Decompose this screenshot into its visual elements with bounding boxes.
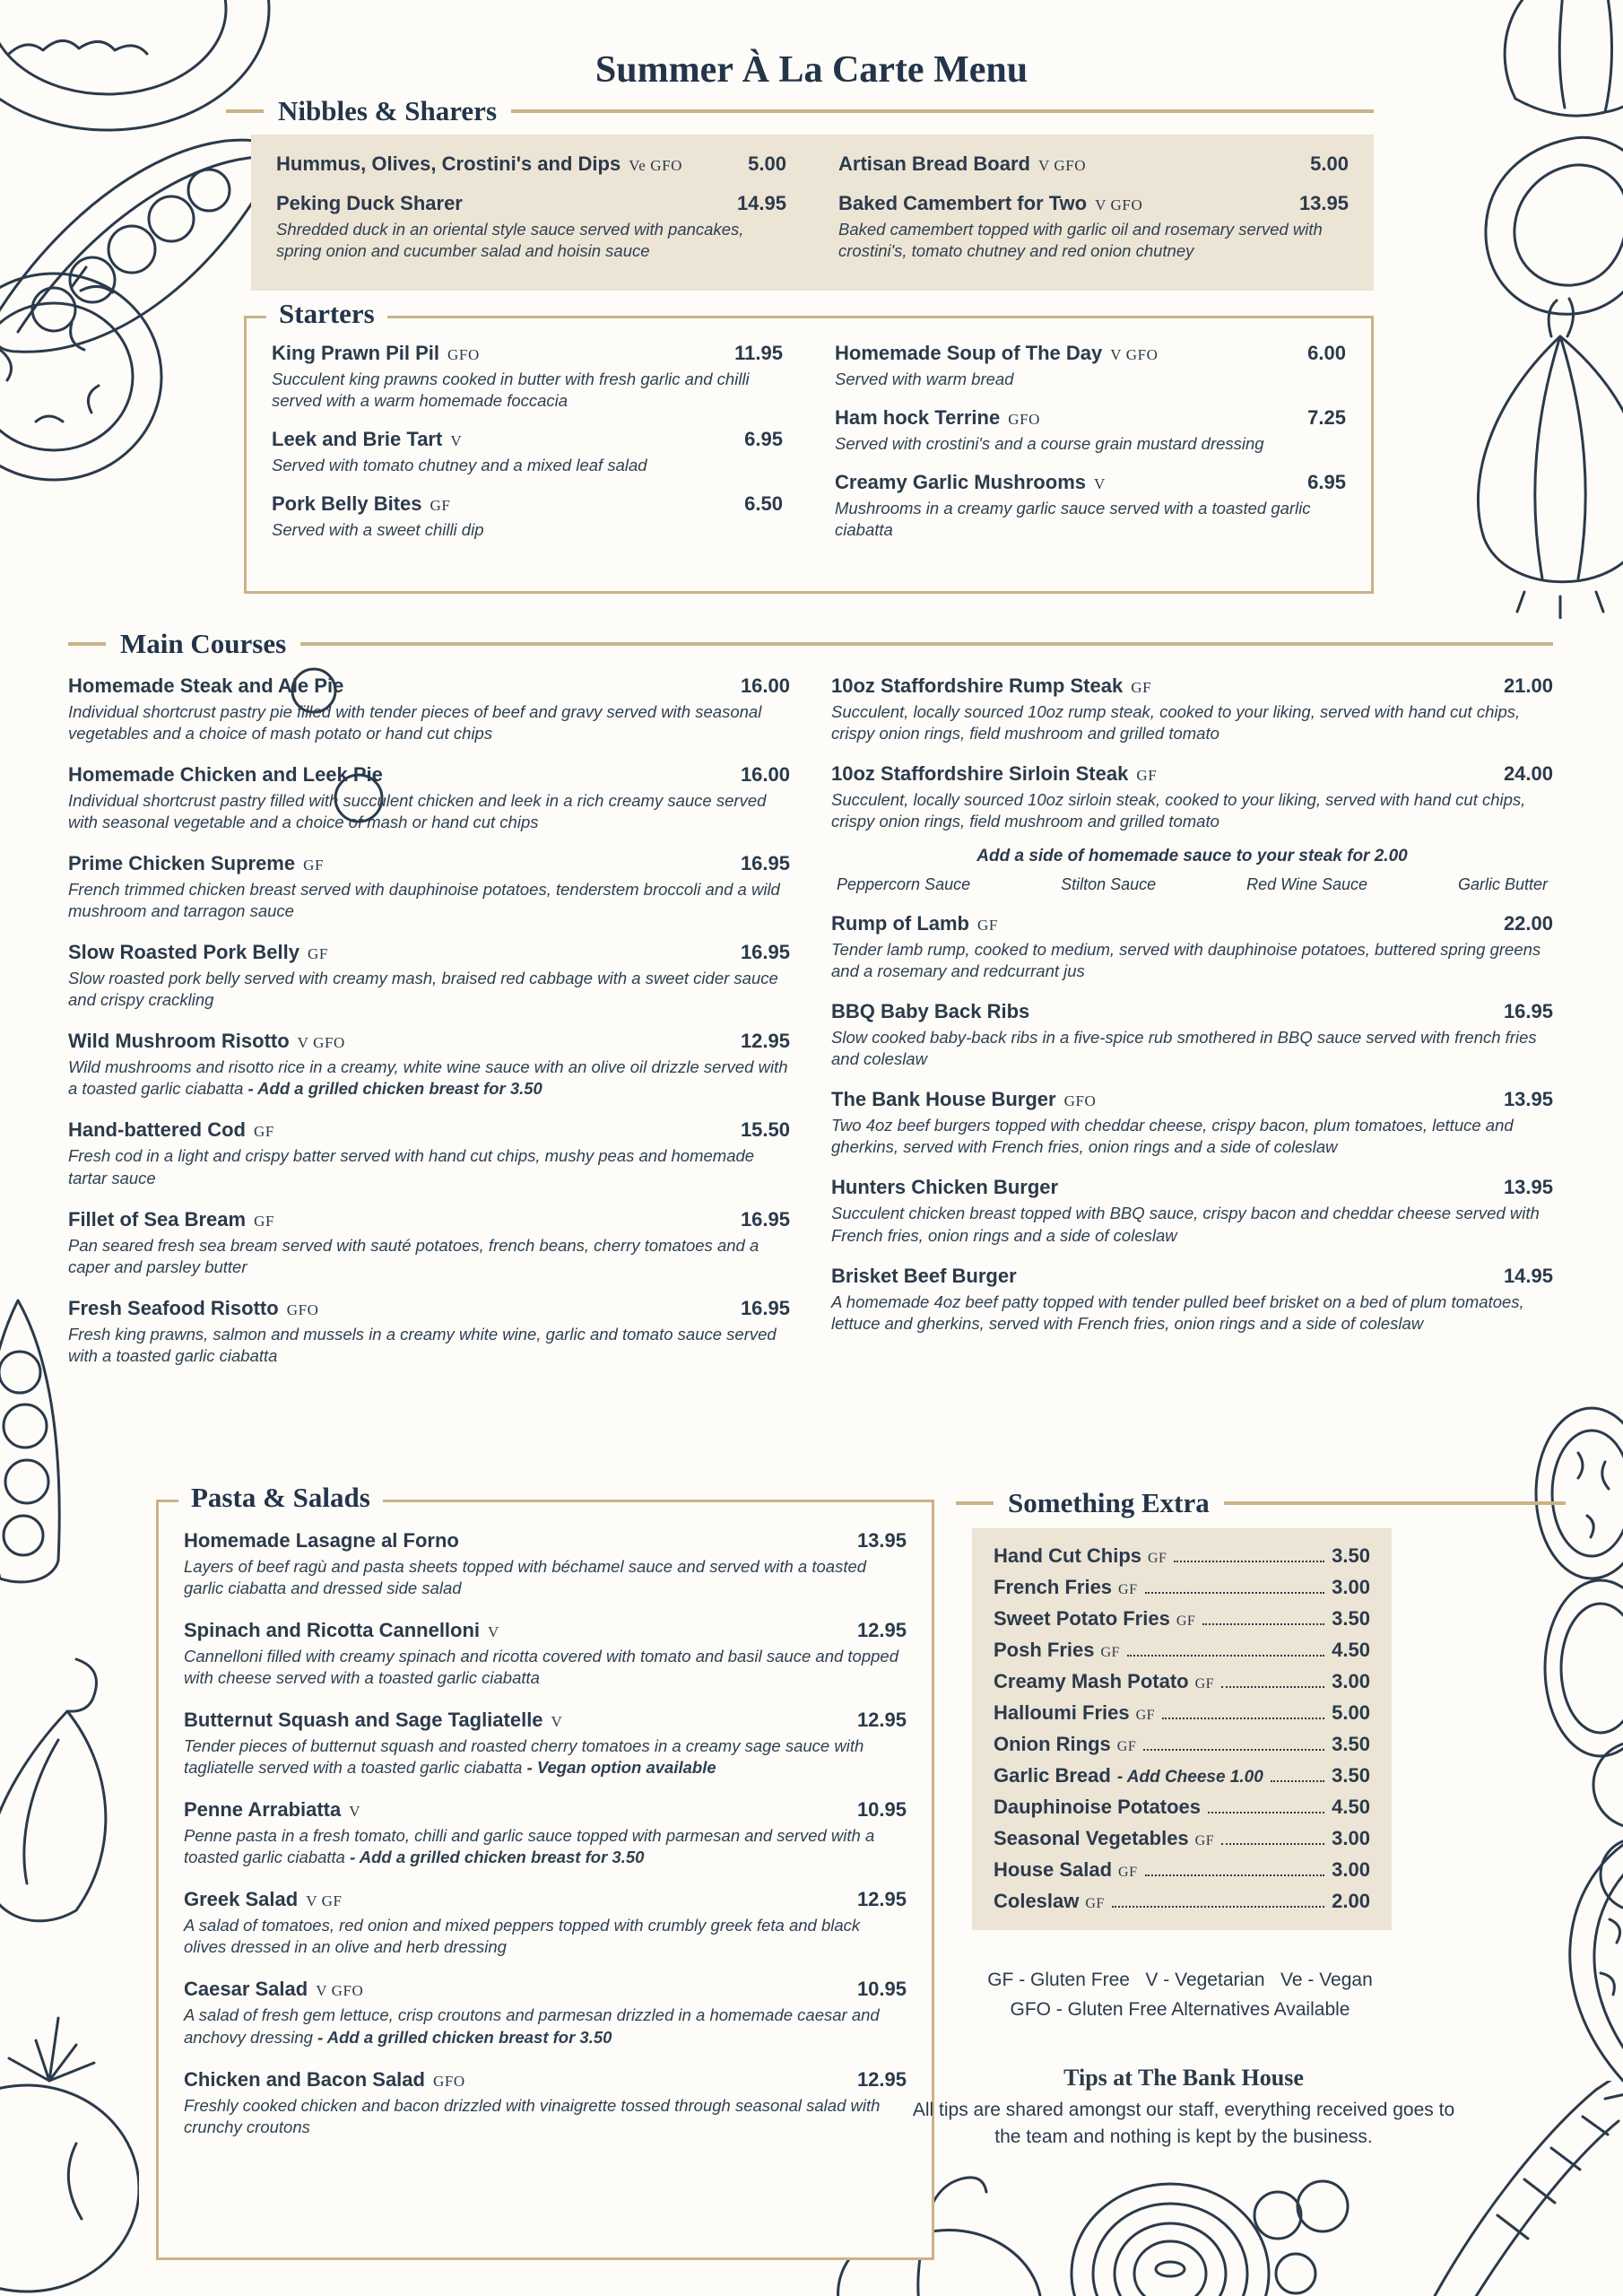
menu-item [184,1888,907,1958]
tips-text: All tips are shared amongst our staff, everything received goes to the team and nothing is kept by the business. [912,2100,1455,2148]
mains-left-column [68,674,790,1383]
dish-description: A salad of tomatoes, red onion and mixed peppers topped with crumbly greek feta and black olives dressed in an olive and herb dressing [184,1916,861,1957]
dietary-badge: V [551,1713,563,1731]
dish-price: 12.95 [856,2067,907,2091]
menu-item [835,406,1346,455]
menu-item [831,1088,1553,1158]
dish-name: Peking Duck Sharer [276,192,463,214]
dish-description: Wild mushrooms and risotto rice in a creamy, white wine sauce with an olive oil drizzle served with a toasted garlic ciabatta - Add a grilled chicken breast for 3.50 [68,1057,788,1099]
extra-name: Creamy Mash Potato [994,1670,1189,1692]
dish-price: 13.95 [1503,1088,1553,1111]
dish-description: Slow cooked baby-back ribs in a five-spice rub smothered in BBQ sauce served with french fries and coleslaw [831,1028,1537,1069]
dietary-badge: V [488,1623,499,1641]
menu-item [831,1265,1553,1335]
menu-item [68,674,790,744]
menu-item [184,1529,907,1599]
heading-dash [956,1501,994,1505]
dish-description: Served with tomato chutney and a mixed leaf salad [272,456,647,475]
extra-item [994,1576,1370,1599]
extra-name: House Salad [994,1858,1113,1881]
extra-price: 3.00 [1332,1670,1370,1692]
dietary-badge: GF [303,857,325,874]
extra-price: 3.50 [1332,1764,1370,1787]
dietary-badge: V GFO [1095,196,1143,213]
dish-description: Succulent, locally sourced 10oz sirloin steak, cooked to your liking, served with hand cut chips, crispy onion rings, field mushroom and grilled tomato [831,790,1526,831]
starters-right-column [835,342,1346,573]
dish-price: 6.00 [1307,342,1346,364]
dietary-badge: V GFO [1037,157,1087,174]
dish-name: 10oz Staffordshire Sirloin Steak [831,762,1129,786]
menu-item [838,192,1349,262]
dish-price: 16.95 [740,852,790,875]
dotted-leader [1221,1686,1324,1688]
dietary-badge: GFO [432,2072,465,2090]
dish-name: Hummus, Olives, Crostini's and Dips [276,152,621,175]
extra-name: Dauphinoise Potatoes [994,1796,1202,1818]
dietary-badge: GF [1085,1896,1105,1911]
menu-item [835,471,1346,541]
dietary-badge: GF [430,497,451,515]
dietary-badge: V [349,1803,361,1821]
legend-line-2: GFO - Gluten Free Alternatives Available [1010,1998,1350,2020]
extra-name: Garlic Bread [994,1764,1111,1787]
heading-rule [511,109,1374,113]
cucumber-slices-right-illustration [1515,1399,1623,1776]
tomato-cross-section-left-illustration [0,260,197,493]
extra-item [994,1544,1370,1568]
dish-description: Freshly cooked chicken and bacon drizzled with vinaigrette tossed through seasonal salad with crunchy croutons [184,2095,881,2136]
dietary-badge: GF [1118,1582,1138,1597]
steak-sauce-options [837,875,1548,894]
dish-name: Wild Mushroom Risotto [68,1030,290,1053]
extra-name: Onion Rings [994,1733,1111,1755]
dish-description: Individual shortcrust pastry filled with succulent chicken and leek in a rich creamy sauce served with seasonal vegetable and a choice of mash or hand cut chips [68,791,767,832]
extra-price: 3.00 [1332,1858,1370,1881]
nibbles-left-column [276,152,786,278]
menu-item [68,1030,790,1100]
extras-heading-label: Something Extra [1008,1487,1210,1518]
dish-price: 21.00 [1503,674,1553,697]
dietary-badge: GF [977,917,998,935]
steak-sauce-note-text: Add a side of homemade sauce to your steak for 2.00 [976,847,1408,866]
dish-description: French trimmed chicken breast served with dauphinoise potatoes, tenderstem broccoli and a wild mushroom and tarragon sauce [68,880,780,921]
dish-name: Fresh Seafood Risotto [68,1296,279,1319]
mains-grid [68,674,1553,1383]
dish-name: Artisan Bread Board [838,152,1030,175]
heading-rule [300,642,1553,646]
dish-name: Baked Camembert for Two [838,192,1088,214]
dish-description: Fresh cod in a light and crispy batter served with hand cut chips, mushy peas and homemade tartar sauce [68,1146,755,1187]
dish-description: Mushrooms in a creamy garlic sauce served with a toasted garlic ciabatta [835,499,1311,540]
menu-item [272,428,783,476]
tomato-bottom-left-illustration [0,2000,139,2296]
dish-description: Individual shortcrust pastry pie filled with tender pieces of beef and gravy served with seasonal vegetables and a choice of mash potato or hand cut chips [68,702,762,744]
tomato-slice-right-illustration [1524,1830,1623,2099]
menu-item [831,912,1553,982]
extra-name: Coleslaw [994,1890,1080,1912]
dish-description: Tender lamb rump, cooked to medium, served with dauphinoise potatoes, buttered spring greens and a rosemary and redcurrant jus [831,940,1541,981]
menu-item [184,1978,907,2048]
dotted-leader [1174,1561,1324,1562]
dotted-leader [1145,1592,1325,1594]
pepper-left-illustration [0,1641,148,1937]
extra-item [994,1827,1370,1850]
dietary-badge: V GF [306,1892,343,1910]
extra-name: French Fries [994,1576,1113,1598]
pasta-heading-label: Pasta & Salads [178,1482,383,1514]
menu-item [68,852,790,922]
dotted-leader [1208,1812,1324,1813]
extras-panel [972,1528,1392,1930]
heading-dash [226,109,264,113]
dish-price: 5.00 [748,152,786,175]
dish-name: King Prawn Pil Pil [272,342,440,364]
dish-description: Tender pieces of butternut squash and roasted cherry tomatoes in a creamy sage sauce with tagliatelle served with a toasted garlic ciabatta - Vegan option available [184,1736,864,1778]
dotted-leader [1202,1623,1324,1625]
nibbles-section-heading [226,95,1374,127]
dish-description: Succulent king prawns cooked in butter with fresh garlic and chilli served with a warm homemade foccacia [272,370,750,411]
dish-name: Fillet of Sea Bream [68,1207,247,1231]
dish-price: 5.00 [1310,152,1349,175]
dish-description: Fresh king prawns, salmon and mussels in a creamy white wine, garlic and tomato sauce served with a toasted garlic ciabatta [68,1324,777,1365]
sauce-option: Peppercorn Sauce [837,875,971,894]
dietary-badge: GFO [447,346,480,363]
dish-price: 12.95 [856,1709,907,1732]
dish-price: 7.25 [1307,406,1346,430]
extra-item [994,1890,1370,1913]
dish-description: Two 4oz beef burgers topped with cheddar cheese, crispy bacon, plum tomatoes, lettuce and gherkins, served with French fries, onion rings and a side of coleslaw [831,1116,1514,1157]
extra-item [994,1639,1370,1662]
extra-name: Sweet Potato Fries [994,1607,1170,1630]
dish-description-bold: - Add a grilled chicken breast for 3.50 [317,2027,612,2047]
dish-price: 6.50 [744,492,783,516]
extra-price: 3.00 [1332,1576,1370,1598]
dish-price: 16.95 [740,1296,790,1319]
dish-price: 16.95 [740,1207,790,1231]
dish-price: 6.95 [1307,471,1346,494]
extra-price: 3.00 [1332,1827,1370,1849]
extra-name: Posh Fries [994,1639,1095,1661]
nibbles-right-column [838,152,1349,278]
dish-name: Rump of Lamb [831,912,969,935]
dish-price: 6.95 [744,428,783,451]
dish-description-bold: - Add a grilled chicken breast for 3.50 [247,1079,542,1099]
extra-name: Halloumi Fries [994,1701,1130,1724]
dietary-badge: GF [1148,1551,1167,1566]
dish-description: Shredded duck in an oriental style sauce served with pancakes, spring onion and cucumber salad and hoisin sauce [276,220,744,261]
dotted-leader [1221,1843,1324,1845]
menu-item [184,1798,907,1868]
dish-description: Served with warm bread [835,370,1014,388]
dietary-badge: GFO [1063,1092,1097,1110]
menu-item [68,1118,790,1188]
dish-name: Homemade Lasagne al Forno [184,1529,459,1552]
extra-price: 5.00 [1332,1701,1370,1724]
dish-description: Cannelloni filled with creamy spinach and ricotta covered with tomato and basil sauce and topped with cheese served with a toasted garlic ciabatta [184,1647,898,1688]
menu-item [184,2068,907,2138]
dietary-badge: GF [1100,1645,1120,1660]
extra-item [994,1764,1370,1787]
dish-description: Pan seared fresh sea bream served with sauté potatoes, french beans, cherry tomatoes and a caper and parsley butter [68,1235,759,1276]
dish-description: Baked camembert topped with garlic oil and rosemary served with crostini's, tomato chutney and red onion chutney [838,220,1323,261]
dish-description: Penne pasta in a fresh tomato, chilli and garlic sauce topped with parmesan and served with a toasted garlic ciabatta - Add a grilled chicken breast for 3.50 [184,1826,875,1867]
extra-price: 3.50 [1332,1733,1370,1755]
extra-note: - Add Cheese 1.00 [1116,1768,1263,1787]
mains-heading-label: Main Courses [120,628,287,659]
dietary-badge: GFO [286,1300,319,1318]
dish-name: Homemade Steak and Ale Pie [68,674,344,697]
dotted-leader [1127,1655,1324,1657]
dish-description: Succulent chicken breast topped with BBQ sauce, crispy bacon and cheddar cheese served with French fries, onion rings and a side of coleslaw [831,1204,1540,1245]
dish-price: 14.95 [736,192,786,214]
heading-dash [68,642,106,646]
tips-block [906,2065,1462,2152]
dish-name: Penne Arrabiatta [184,1798,342,1822]
menu-item [276,152,786,176]
dietary-badge: GF [307,945,328,963]
dietary-badge: GF [1118,1865,1138,1880]
extra-item [994,1796,1370,1819]
dish-name: Butternut Squash and Sage Tagliatelle [184,1709,543,1732]
dish-name: The Bank House Burger [831,1088,1056,1111]
mains-section-heading [68,628,1553,660]
dietary-badge: V GFO [316,1982,364,2000]
dish-name: Caesar Salad [184,1978,308,2001]
peas-bottom-illustration [1237,2179,1372,2296]
dietary-badge: V GFO [1110,346,1159,363]
dietary-badge: GF [1194,1676,1215,1692]
dish-description: A salad of fresh gem lettuce, crisp croutons and parmesan drizzled in a homemade caesar and anchovy dressing - Add a grilled chicken breast for 3.50 [184,2005,880,2047]
menu-item [831,1000,1553,1070]
dietary-badge: Ve GFO [629,157,683,174]
menu-item [272,342,783,412]
menu-item [68,941,790,1011]
dietary-badge: V [1093,475,1106,493]
dish-price: 14.95 [1503,1264,1553,1287]
extra-item [994,1670,1370,1693]
extra-item [994,1701,1370,1725]
dish-price: 12.95 [856,1619,907,1642]
nibbles-panel [251,135,1374,291]
menu-item [835,342,1346,390]
dish-price: 16.00 [740,674,790,697]
dish-price: 16.95 [740,941,790,964]
dish-description: Slow roasted pork belly served with creamy mash, braised red cabbage with a sweet cider sauce and crispy crackling [68,969,778,1010]
mains-right-column [831,674,1553,1383]
sauce-option: Red Wine Sauce [1246,875,1368,894]
dish-price: 16.95 [1503,1000,1553,1023]
dish-name: Ham hock Terrine [835,406,1001,430]
dietary-badge: GFO [1008,411,1041,429]
menu-item [68,1297,790,1367]
dotted-leader [1143,1749,1324,1751]
page-title: Summer À La Carte Menu [595,49,1028,91]
dietary-badge: V [450,432,463,450]
dish-name: Creamy Garlic Mushrooms [835,471,1086,494]
dietary-badge: V GFO [297,1034,345,1052]
dietary-badge: GF [1131,679,1152,696]
dish-name: Chicken and Bacon Salad [184,2067,425,2091]
dish-price: 13.95 [1298,192,1349,214]
dish-name: 10oz Staffordshire Rump Steak [831,674,1124,697]
menu-item [831,1176,1553,1246]
dish-price: 10.95 [856,1798,907,1822]
sauce-option: Garlic Butter [1457,875,1548,894]
dietary-badge: GF [254,1212,275,1230]
extra-price: 3.50 [1332,1544,1370,1567]
extra-item [994,1607,1370,1631]
dietary-badge: GF [1135,1708,1156,1723]
dotted-leader [1271,1780,1324,1782]
menu-item [831,762,1553,832]
dish-name: Brisket Beef Burger [831,1264,1017,1287]
dish-name: Hand-battered Cod [68,1118,246,1142]
steak-sauce-note [831,847,1553,894]
extra-item [994,1858,1370,1882]
dish-description: Served with crostini's and a course grain mustard dressing [835,434,1264,454]
dish-description: Succulent, locally sourced 10oz rump steak, cooked to your liking, served with hand cut chips, crispy onion rings, field mushroom and grilled tomato [831,702,1521,744]
dietary-badge: GF [254,1123,274,1141]
dietary-badge: GF [1116,1739,1137,1754]
dish-name: Prime Chicken Supreme [68,852,296,875]
extra-price: 4.50 [1332,1639,1370,1661]
dotted-leader [1112,1906,1324,1908]
extra-item [994,1733,1370,1756]
pasta-box [156,1482,934,2260]
dish-price: 15.50 [740,1118,790,1142]
dotted-leader [1162,1718,1324,1719]
dish-description: Layers of beef ragù and pasta sheets topped with béchamel sauce and served with a toasted garlic ciabatta and dressed side salad [184,1557,867,1598]
menu-item [838,152,1349,176]
dish-price: 13.95 [856,1529,907,1552]
dish-name: Leek and Brie Tart [272,428,443,451]
menu-item [68,763,790,833]
menu-item [184,1709,907,1779]
menu-item [68,1208,790,1278]
dietary-badge: GF [1194,1833,1215,1848]
extra-price: 2.00 [1332,1890,1370,1912]
extra-price: 4.50 [1332,1796,1370,1818]
dish-description: A homemade 4oz beef patty topped with tender pulled beef brisket on a bed of plum tomatoes, lettuce and gherkins, served with French fries, onion rings and a side of coleslaw [831,1292,1524,1333]
dish-price: 12.95 [740,1030,790,1053]
extra-name: Seasonal Vegetables [994,1827,1189,1849]
dish-price: 13.95 [1503,1176,1553,1199]
dietary-legend [938,1966,1422,2024]
dish-price: 11.95 [734,342,783,364]
dish-name: Homemade Soup of The Day [835,342,1103,364]
extra-price: 3.50 [1332,1607,1370,1630]
nibbles-heading-label: Nibbles & Sharers [278,95,498,126]
starters-box [244,298,1374,594]
dish-name: Greek Salad [184,1888,299,1911]
legend-line-1: GF - Gluten Free V - Vegetarian Ve - Vegan [987,1970,1373,1990]
dish-description-bold: - Vegan option available [526,1758,716,1778]
dish-description-bold: - Add a grilled chicken breast for 3.50 [350,1848,645,1867]
menu-item [276,192,786,262]
heading-rule [1224,1501,1566,1505]
menu-item [184,1619,907,1689]
dish-name: BBQ Baby Back Ribs [831,1000,1030,1023]
dish-price: 16.00 [740,763,790,787]
onion-top-right-illustration [1453,296,1623,619]
starters-heading-label: Starters [266,298,387,330]
tips-heading: Tips at The Bank House [1063,2065,1304,2091]
dish-description: Served with a sweet chilli dip [272,520,484,540]
sauce-option: Stilton Sauce [1061,875,1157,894]
dish-price: 10.95 [856,1978,907,2001]
dietary-badge: GF [1136,767,1158,785]
dish-price: 22.00 [1503,912,1553,935]
dish-name: Spinach and Ricotta Cannelloni [184,1619,481,1642]
dish-price: 12.95 [856,1888,907,1911]
extra-name: Hand Cut Chips [994,1544,1141,1567]
dietary-badge: GF [1176,1613,1196,1629]
starters-left-column [272,342,783,573]
dotted-leader [1145,1874,1325,1876]
dish-name: Hunters Chicken Burger [831,1176,1059,1199]
dish-name: Slow Roasted Pork Belly [68,941,299,964]
dish-name: Homemade Chicken and Leek Pie [68,763,383,787]
dish-name: Pork Belly Bites [272,492,422,516]
dish-price: 24.00 [1503,762,1553,786]
menu-item [831,674,1553,744]
extras-section-heading [956,1487,1566,1519]
menu-item [272,492,783,541]
